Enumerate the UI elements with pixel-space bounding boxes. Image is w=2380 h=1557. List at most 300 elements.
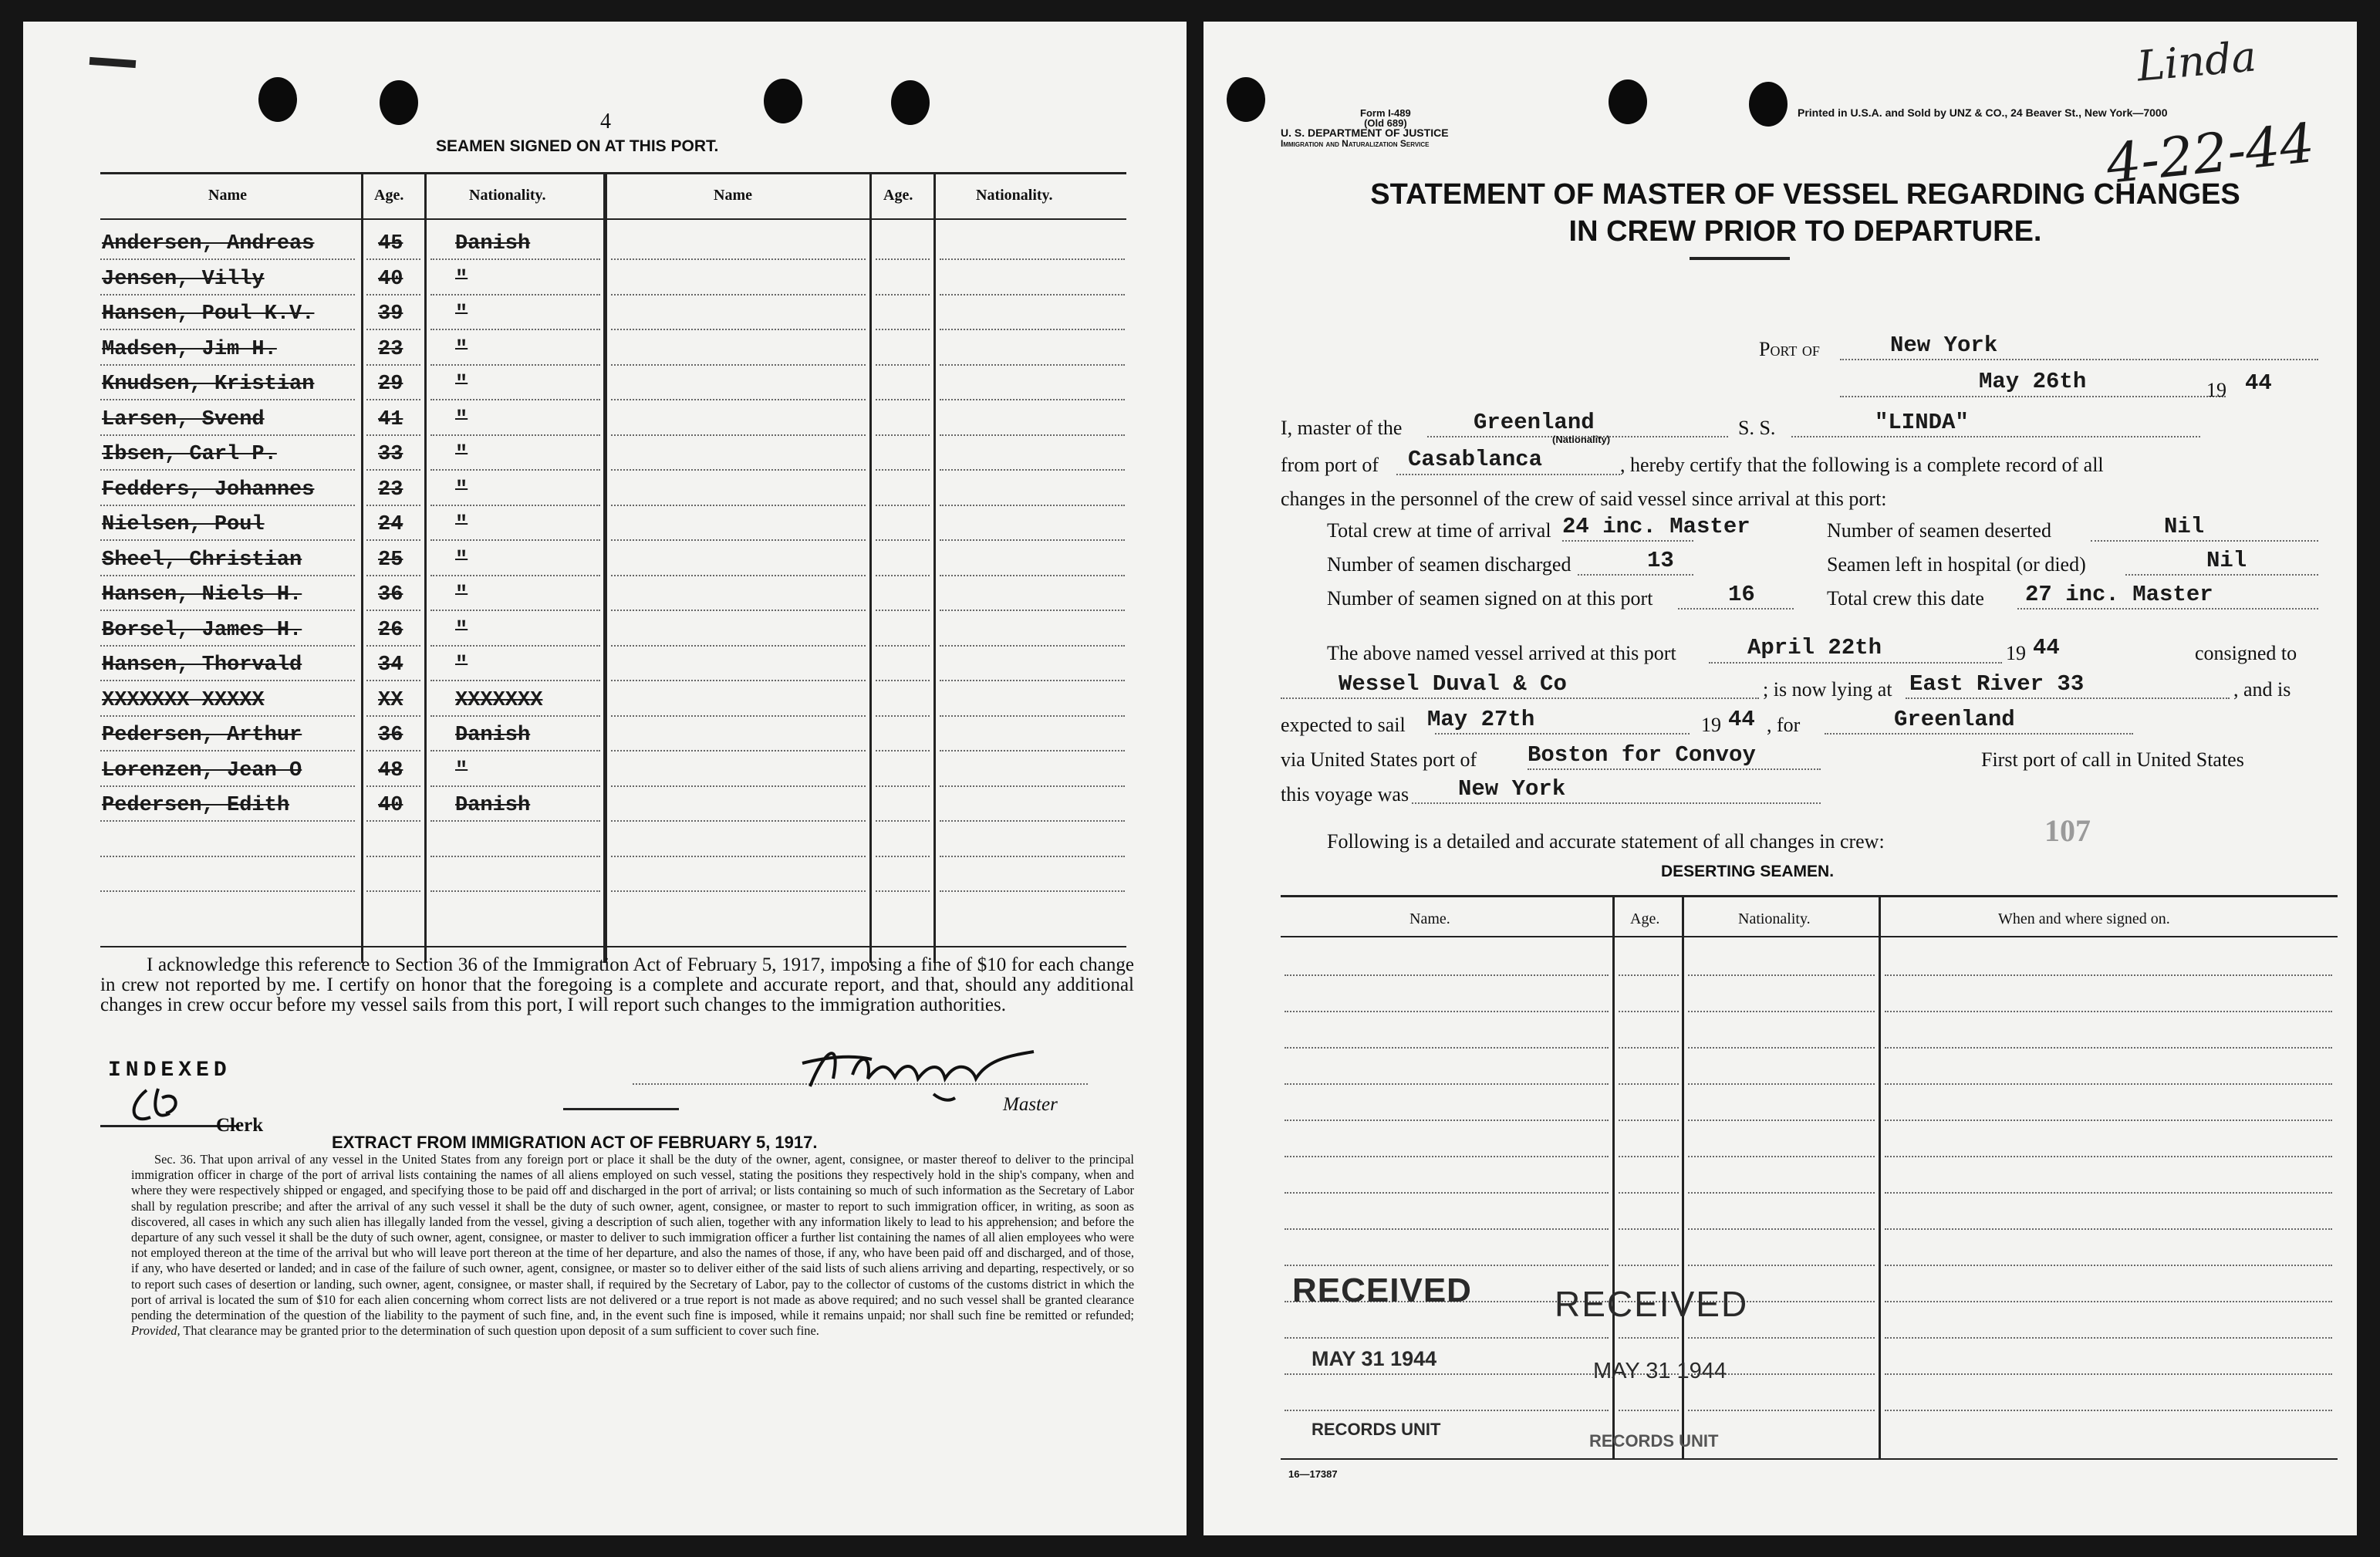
extract-body: That upon arrival of any vessel in the United States from any foreign port or place it shall be the duty of the owner, agent, consignee, or master thereof to deliver to the principal immigration officer in charge of the port of arrival lists containing the names of all aliens employed on such vessel, stating the positions they respectively hold in the ship's company, when and where they were respectively shipped or engaged, and specifying those to be paid off and discharged in the port of arrival; or lists containing so much of such information as the Secretary of Labor shall by regulation prescribe; and after the arrival of any such vessel it shall be the duty of such owner, agent, consignee, or master to report to such immigration officer, in writing, as soon as discovered, all cases in which any such alien has illegally landed from the vessel, giving a description of such alien, together with any information likely to lead to his apprehension; and before the departure of any such vessel it shall be the duty of such owner, agent, consignee, or master to deliver to such immigration officer a further list containing the names of all alien employees who were not employed thereon at the time of the arrival but who will leave port thereon at the time of her departure, and also the names of those, if any, who have been paid off and discharged, and of those, if any, who have deserted or landed; and in case of the failure of such owner, agent, consignee, or master so to deliver either of the said lists of such aliens arriving and departing, respectively, or so to report such cases of desertion or landing, such owner, agent, consignee, or master shall, if required by the Secretary of Labor, pay to the collector of customs of the customs district in which the port of arrival is located the sum of $10 for each alien concerning whom correct lists are not delivered or a true report is not made as above required; and no such vessel shall be granted clearance pending the determination of the question of the liability to the payment of such fine, and, in the event such fine is imposed, while it remains unpaid; nor shall such fine be remitted or refunded; — [131, 1152, 1134, 1323]
row-guide-line — [611, 575, 866, 576]
row-guide-line — [611, 785, 866, 787]
row-guide-line — [1619, 1156, 1679, 1157]
seaman-nationality: XXXXXXX — [455, 688, 543, 712]
date-value: May 26th — [1979, 369, 2087, 394]
form-old-number: (Old 689) — [1364, 117, 1407, 129]
signed-on-line — [1678, 608, 1794, 610]
total-crew-today-value: 27 inc. Master — [2025, 582, 2213, 607]
row-guide-line — [940, 680, 1125, 681]
row-guide-line — [366, 890, 420, 892]
seaman-age: XX — [378, 688, 403, 712]
row-guide-line — [1688, 1228, 1875, 1230]
row-guide-line — [940, 610, 1125, 611]
via-line — [1528, 768, 1821, 770]
nationality-value: Greenland — [1474, 410, 1595, 435]
seaman-nationality: " — [455, 443, 468, 466]
row-guide-line — [430, 750, 600, 751]
row-guide-line — [430, 399, 600, 400]
row-guide-line — [876, 820, 930, 822]
row-guide-line — [430, 890, 600, 892]
seaman-nationality: " — [455, 758, 468, 782]
row-guide-line — [366, 715, 420, 717]
seaman-name: Nielsen, Poul — [102, 513, 265, 536]
sail-year-prefix: 19 — [1701, 714, 1721, 736]
table-top-rule — [100, 172, 1126, 174]
first-port-line — [1412, 802, 1821, 804]
row-guide-line — [430, 645, 600, 647]
row-guide-line — [100, 610, 355, 611]
row-guide-line — [430, 539, 600, 541]
seaman-nationality: " — [455, 548, 468, 572]
sail-year-value: 44 — [1728, 707, 1755, 732]
seaman-name: Madsen, Jim H. — [102, 337, 277, 361]
row-guide-line — [1619, 974, 1679, 976]
seaman-nationality: " — [455, 302, 468, 326]
row-guide-line — [1688, 1410, 1875, 1411]
desert-col-signed: When and where signed on. — [1998, 910, 2170, 927]
seaman-nationality: Danish — [455, 794, 531, 817]
arrival-year-value: 44 — [2033, 635, 2060, 660]
via-label: via United States port of — [1281, 748, 1477, 771]
port-label: Port of — [1759, 338, 1820, 360]
col-header-name: Name — [714, 187, 752, 204]
left-page — [23, 22, 1187, 1535]
col-header-nationality: Nationality. — [469, 187, 546, 204]
row-guide-line — [366, 539, 420, 541]
desert-col-nationality: Nationality. — [1738, 910, 1811, 927]
row-guide-line — [430, 610, 600, 611]
arrival-date-value: April 22th — [1747, 635, 1882, 660]
row-guide-line — [611, 329, 866, 330]
seaman-nationality: " — [455, 654, 468, 677]
total-crew-arrival-label: Total crew at time of arrival — [1327, 519, 1551, 542]
for-label: , for — [1767, 714, 1801, 736]
clerk-label: Clerk — [216, 1115, 264, 1136]
arrival-year-prefix: 19 — [2006, 642, 2026, 664]
consigned-label: consigned to — [2195, 642, 2297, 664]
faint-number: 107 — [2044, 813, 2091, 848]
row-guide-line — [1285, 1373, 1609, 1375]
sail-date-value: May 27th — [1427, 707, 1535, 732]
seaman-age: 36 — [378, 583, 403, 606]
row-guide-line — [366, 294, 420, 296]
row-guide-line — [366, 575, 420, 576]
ink-mark — [89, 57, 137, 68]
row-guide-line — [876, 715, 930, 717]
row-guide-line — [366, 364, 420, 366]
service: Immigration and Naturalization Service — [1281, 138, 1430, 149]
seaman-name: Hansen, Niels H. — [102, 583, 302, 606]
desert-table-bottom-rule — [1281, 1458, 2338, 1460]
row-guide-line — [611, 539, 866, 541]
row-guide-line — [1688, 1047, 1875, 1049]
title-rule — [1690, 257, 1790, 260]
seaman-name: Pedersen, Arthur — [102, 724, 302, 747]
seaman-age: 41 — [378, 407, 403, 431]
right-page — [1204, 22, 2357, 1535]
row-guide-line — [1619, 1083, 1679, 1085]
row-guide-line — [940, 785, 1125, 787]
row-guide-line — [1688, 1337, 1875, 1339]
following-text: Following is a detailed and accurate statement of all changes in crew: — [1327, 830, 1885, 853]
row-guide-line — [1885, 1301, 2332, 1302]
row-guide-line — [1885, 1337, 2332, 1339]
row-guide-line — [1619, 1192, 1679, 1194]
row-guide-line — [366, 505, 420, 506]
total-crew-today-line — [2017, 608, 2318, 610]
certify-text: , hereby certify that the following is a complete record of all — [1620, 454, 2104, 476]
row-guide-line — [1619, 1011, 1679, 1012]
seaman-name: Jensen, Villy — [102, 267, 265, 291]
row-guide-line — [876, 329, 930, 330]
seaman-nationality: Danish — [455, 724, 531, 747]
row-guide-line — [1285, 1337, 1609, 1339]
row-guide-line — [366, 856, 420, 857]
punch-hole — [891, 80, 930, 125]
row-guide-line — [100, 645, 355, 647]
row-guide-line — [876, 434, 930, 436]
row-guide-line — [611, 505, 866, 506]
seaman-age: 23 — [378, 478, 403, 502]
first-port-value: New York — [1458, 776, 1566, 802]
punch-hole — [1749, 82, 1788, 127]
punch-hole — [380, 80, 418, 125]
row-guide-line — [100, 258, 355, 260]
row-guide-line — [611, 399, 866, 400]
row-guide-line — [1688, 1083, 1875, 1085]
extract-heading: EXTRACT FROM IMMIGRATION ACT OF FEBRUARY 5, 1917. — [332, 1133, 818, 1152]
seaman-age: 36 — [378, 724, 403, 747]
desert-col-age: Age. — [1630, 910, 1660, 927]
row-guide-line — [940, 294, 1125, 296]
seaman-name: Sheel, Christian — [102, 548, 302, 572]
row-guide-line — [1688, 974, 1875, 976]
master-of-label: I, master of the — [1281, 417, 1403, 439]
lying-label: ; is now lying at — [1763, 678, 1892, 701]
year-value: 44 — [2245, 370, 2272, 396]
table-divider — [361, 172, 363, 963]
seaman-nationality: Danish — [455, 232, 531, 255]
department-block — [1281, 127, 1449, 149]
seaman-nationality: " — [455, 618, 468, 642]
seaman-nationality: " — [455, 407, 468, 431]
row-guide-line — [100, 294, 355, 296]
row-guide-line — [366, 645, 420, 647]
row-guide-line — [611, 469, 866, 471]
seaman-name: Hansen, Poul K.V. — [102, 302, 315, 326]
row-guide-line — [100, 329, 355, 330]
seaman-name: Ibsen, Carl P. — [102, 443, 277, 466]
arrived-label: The above named vessel arrived at this port — [1327, 642, 1676, 664]
row-guide-line — [100, 856, 355, 857]
footer-code: 16—17387 — [1288, 1468, 1338, 1480]
title-line-1: STATEMENT OF MASTER OF VESSEL REGARDING CHANGES — [1370, 178, 2240, 211]
table-divider — [869, 172, 872, 963]
row-guide-line — [1285, 1011, 1609, 1012]
received-stamp-1: RECEIVED — [1292, 1272, 1472, 1309]
row-guide-line — [1885, 974, 2332, 976]
discharged-label: Number of seamen discharged — [1327, 553, 1571, 576]
row-guide-line — [1885, 1156, 2332, 1157]
row-guide-line — [611, 294, 866, 296]
row-guide-line — [430, 785, 600, 787]
total-crew-arrival-line — [1562, 540, 1693, 542]
row-guide-line — [940, 258, 1125, 260]
seaman-age: 34 — [378, 654, 403, 677]
deserted-value: Nil — [2164, 514, 2205, 539]
row-guide-line — [1619, 1337, 1679, 1339]
row-guide-line — [940, 645, 1125, 647]
ss-label: S. S. — [1738, 417, 1776, 439]
row-guide-line — [1619, 1047, 1679, 1049]
row-guide-line — [366, 750, 420, 751]
expected-label: expected to sail — [1281, 714, 1406, 736]
form-title — [1258, 176, 2353, 250]
page-number: 4 — [600, 110, 611, 133]
table-header-rule — [100, 218, 1126, 220]
seaman-nationality: " — [455, 373, 468, 396]
row-guide-line — [1885, 1047, 2332, 1049]
row-guide-line — [1285, 1120, 1609, 1121]
from-port-line — [1396, 474, 1620, 475]
printer-line: Printed in U.S.A. and Sold by UNZ & CO., 24 Beaver St., New York—7000 — [1798, 106, 2168, 119]
seaman-name: Fedders, Johannes — [102, 478, 315, 502]
seaman-age: 26 — [378, 618, 403, 642]
destination-value: Greenland — [1894, 707, 2015, 732]
seaman-age: 25 — [378, 548, 403, 572]
seaman-age: 39 — [378, 302, 403, 326]
seaman-age: 29 — [378, 373, 403, 396]
row-guide-line — [876, 258, 930, 260]
row-guide-line — [1885, 1120, 2332, 1121]
handwritten-date: 4-22-44 — [2103, 111, 2318, 196]
row-guide-line — [940, 575, 1125, 576]
col-header-name: Name — [208, 187, 247, 204]
row-guide-line — [1285, 1156, 1609, 1157]
sail-date-line — [1435, 733, 1690, 735]
row-guide-line — [611, 890, 866, 892]
row-guide-line — [100, 785, 355, 787]
row-guide-line — [366, 785, 420, 787]
row-guide-line — [876, 469, 930, 471]
row-guide-line — [940, 434, 1125, 436]
first-port-label: First port of call in United States — [1981, 748, 2244, 771]
row-guide-line — [366, 329, 420, 330]
row-guide-line — [366, 399, 420, 400]
received-stamp-1-unit: RECORDS UNIT — [1312, 1420, 1441, 1439]
row-guide-line — [366, 610, 420, 611]
destination-line — [1825, 733, 2133, 735]
row-guide-line — [430, 505, 600, 506]
row-guide-line — [940, 364, 1125, 366]
row-guide-line — [1885, 1011, 2332, 1012]
row-guide-line — [611, 645, 866, 647]
and-is-label: , and is — [2233, 678, 2291, 701]
seaman-age: 45 — [378, 232, 403, 255]
form-number: Form I-489 — [1360, 107, 1411, 119]
row-guide-line — [100, 820, 355, 822]
row-guide-line — [1885, 1192, 2332, 1194]
row-guide-line — [100, 680, 355, 681]
row-guide-line — [876, 856, 930, 857]
row-guide-line — [1885, 1083, 2332, 1085]
row-guide-line — [1688, 1156, 1875, 1157]
received-stamp-2-unit: RECORDS UNIT — [1589, 1431, 1719, 1451]
form-number-block — [1360, 108, 1411, 128]
hospital-line — [2125, 574, 2318, 576]
row-guide-line — [611, 750, 866, 751]
table-bottom-rule — [100, 946, 1126, 947]
row-guide-line — [1285, 1228, 1609, 1230]
row-guide-line — [876, 399, 930, 400]
row-guide-line — [100, 750, 355, 751]
arrival-date-line — [1709, 662, 2002, 664]
from-port-value: Casablanca — [1408, 447, 1543, 472]
signed-on-label: Number of seamen signed on at this port — [1327, 587, 1653, 610]
row-guide-line — [100, 539, 355, 541]
seaman-nationality: " — [455, 267, 468, 291]
seaman-name: XXXXXXX XXXXX — [102, 688, 265, 712]
extract-text — [131, 1152, 1134, 1339]
row-guide-line — [1619, 1410, 1679, 1411]
row-guide-line — [876, 294, 930, 296]
total-crew-today-label: Total crew this date — [1827, 587, 1984, 610]
row-guide-line — [611, 715, 866, 717]
row-guide-line — [366, 680, 420, 681]
lying-line — [1906, 697, 2230, 699]
row-guide-line — [940, 505, 1125, 506]
row-guide-line — [100, 434, 355, 436]
row-guide-line — [940, 750, 1125, 751]
row-guide-line — [1688, 1120, 1875, 1121]
row-guide-line — [611, 434, 866, 436]
clerk-initials — [123, 1082, 185, 1129]
row-guide-line — [430, 329, 600, 330]
discharged-value: 13 — [1647, 548, 1674, 573]
row-guide-line — [100, 505, 355, 506]
table-divider — [603, 172, 607, 963]
via-value: Boston for Convoy — [1528, 742, 1756, 768]
deserting-heading: DESERTING SEAMEN. — [1661, 863, 1835, 880]
desert-table-divider — [1879, 895, 1881, 1458]
date-line — [1840, 396, 2226, 397]
seaman-age: 33 — [378, 443, 403, 466]
row-guide-line — [100, 364, 355, 366]
row-guide-line — [1285, 1265, 1609, 1266]
desert-table-header-rule — [1281, 936, 2338, 937]
nationality-caption: (Nationality) — [1552, 434, 1611, 445]
seaman-name: Hansen, Thorvald — [102, 654, 302, 677]
deserted-label: Number of seamen deserted — [1827, 519, 2051, 542]
row-guide-line — [1285, 1192, 1609, 1194]
punch-hole — [1227, 77, 1265, 122]
row-guide-line — [876, 645, 930, 647]
punch-hole — [764, 79, 802, 123]
seaman-nationality: " — [455, 583, 468, 606]
row-guide-line — [1285, 1047, 1609, 1049]
seaman-name: Larsen, Svend — [102, 407, 265, 431]
row-guide-line — [1619, 1265, 1679, 1266]
row-guide-line — [876, 505, 930, 506]
vessel-line — [1791, 436, 2200, 437]
table-divider — [933, 172, 936, 963]
row-guide-line — [940, 399, 1125, 400]
received-stamp-1-date: MAY 31 1944 — [1312, 1347, 1437, 1370]
row-guide-line — [876, 364, 930, 366]
row-guide-line — [611, 364, 866, 366]
row-guide-line — [1285, 1083, 1609, 1085]
hospital-value: Nil — [2206, 548, 2247, 573]
voyage-label: this voyage was — [1281, 783, 1409, 806]
row-guide-line — [1688, 1265, 1875, 1266]
year-prefix: 19 — [2206, 379, 2226, 401]
seaman-nationality: " — [455, 337, 468, 361]
row-guide-line — [430, 575, 600, 576]
row-guide-line — [366, 434, 420, 436]
table-divider — [424, 172, 427, 963]
row-guide-line — [1885, 1373, 2332, 1375]
received-stamp-2-date: MAY 31 1944 — [1593, 1359, 1727, 1383]
row-guide-line — [876, 890, 930, 892]
row-guide-line — [366, 820, 420, 822]
extract-provided: Provided, — [131, 1323, 181, 1339]
consignee-value: Wessel Duval & Co — [1339, 671, 1567, 697]
row-guide-line — [1688, 1011, 1875, 1012]
row-guide-line — [430, 715, 600, 717]
row-guide-line — [430, 469, 600, 471]
row-guide-line — [430, 294, 600, 296]
row-guide-line — [876, 750, 930, 751]
handwritten-vessel: Linda — [2135, 32, 2259, 91]
row-guide-line — [940, 890, 1125, 892]
row-guide-line — [1885, 1410, 2332, 1411]
row-guide-line — [940, 715, 1125, 717]
row-guide-line — [1619, 1228, 1679, 1230]
row-guide-line — [100, 575, 355, 576]
punch-hole — [1609, 79, 1647, 124]
signed-on-heading: SEAMEN SIGNED ON AT THIS PORT. — [436, 137, 719, 155]
row-guide-line — [430, 258, 600, 260]
row-guide-line — [876, 680, 930, 681]
row-guide-line — [1885, 1228, 2332, 1230]
row-guide-line — [1285, 1410, 1609, 1411]
seaman-name: Lorenzen, Jean O — [102, 758, 302, 782]
seaman-age: 24 — [378, 513, 403, 536]
master-signature — [779, 1032, 1057, 1102]
row-guide-line — [430, 680, 600, 681]
row-guide-line — [940, 856, 1125, 857]
row-guide-line — [100, 399, 355, 400]
seaman-name: Borsel, James H. — [102, 618, 302, 642]
signed-on-value: 16 — [1728, 582, 1755, 607]
punch-hole — [258, 77, 297, 122]
master-label: Master — [1003, 1094, 1058, 1115]
row-guide-line — [940, 539, 1125, 541]
row-guide-line — [430, 856, 600, 857]
seaman-age: 40 — [378, 267, 403, 291]
port-value: New York — [1890, 333, 1998, 358]
desert-col-name: Name. — [1409, 910, 1450, 927]
row-guide-line — [611, 610, 866, 611]
row-guide-line — [430, 364, 600, 366]
row-guide-line — [611, 856, 866, 857]
row-guide-line — [366, 469, 420, 471]
row-guide-line — [100, 469, 355, 471]
consignee-line — [1281, 697, 1759, 699]
deserted-line — [2091, 540, 2318, 542]
discharged-line — [1578, 574, 1693, 576]
row-guide-line — [876, 539, 930, 541]
